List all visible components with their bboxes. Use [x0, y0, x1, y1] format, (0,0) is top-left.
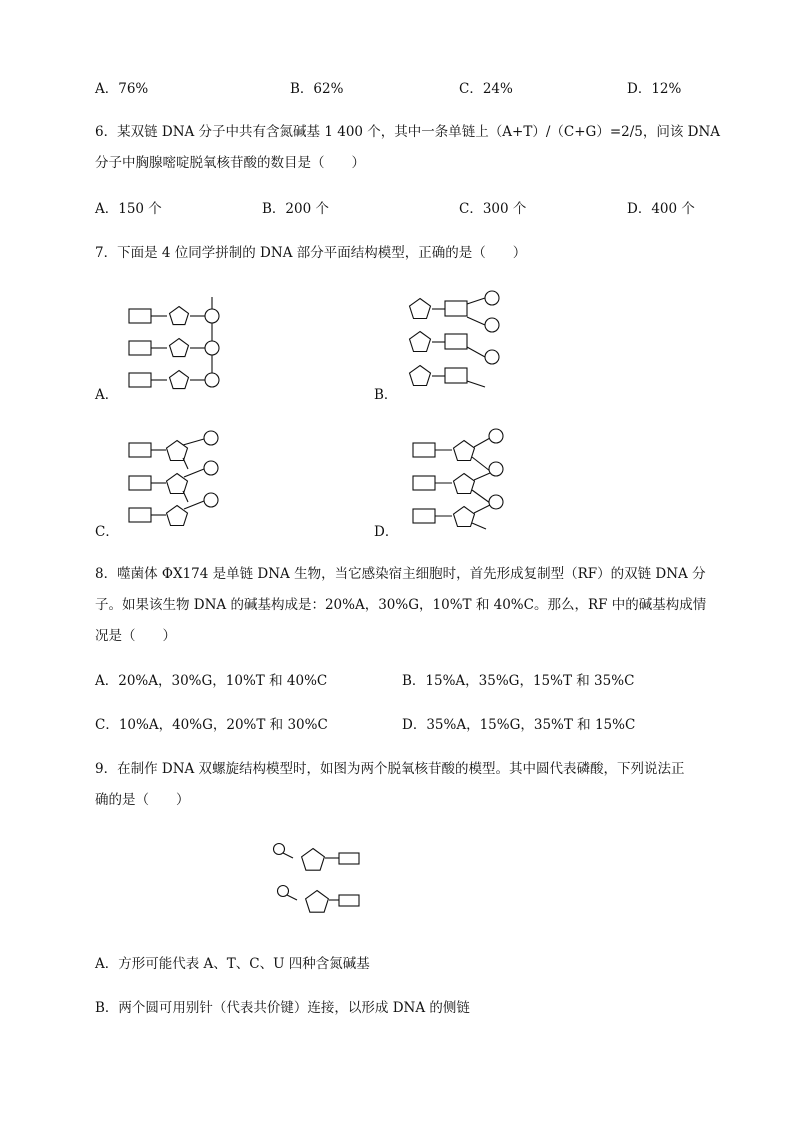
q5-option-b: B．62% — [290, 81, 344, 97]
q8-option-b: B．15%A，35%G，15%T 和 35%C — [402, 673, 635, 689]
dna-model-c-figure — [120, 427, 230, 532]
q9-option-b: B．两个圆可用别针（代表共价键）连接，以形成 DNA 的侧链 — [95, 1000, 470, 1016]
q5-option-d: D．12% — [627, 81, 682, 97]
q5-option-a: A．76% — [95, 81, 149, 97]
dna-model-a-figure — [120, 292, 230, 392]
q9-option-a: A．方形可能代表 A、T、C、U 四种含氮碱基 — [95, 956, 370, 972]
q7-label-a: A． — [95, 387, 119, 403]
q6-stem-line1: 6．某双链 DNA 分子中共有含氮碱基 1 400 个，其中一条单链上（A+T）/（C+G）=2/5，问该 DNA — [95, 124, 721, 140]
nucleotide-models-figure — [270, 838, 370, 922]
q7-label-c: C． — [95, 524, 119, 540]
q7-stem: 7．下面是 4 位同学拼制的 DNA 部分平面结构模型，正确的是（ ） — [95, 245, 527, 261]
q6-option-a: A．150 个 — [95, 201, 162, 217]
q8-option-c: C．10%A，40%G，20%T 和 30%C — [95, 717, 328, 733]
q9-stem-line1: 9．在制作 DNA 双螺旋结构模型时，如图为两个脱氧核苷酸的模型。其中圆代表磷酸，下列说法正 — [95, 761, 685, 777]
q6-option-d: D．400 个 — [627, 201, 695, 217]
q6-option-c: C．300 个 — [459, 201, 527, 217]
q6-stem-line2: 分子中胸腺嘧啶脱氧核苷酸的数目是（ ） — [95, 155, 365, 171]
q8-stem-line1: 8．噬菌体 ΦX174 是单链 DNA 生物，当它感染宿主细胞时，首先形成复制型（RF）的双链 DNA 分 — [95, 566, 706, 582]
q7-label-d: D． — [374, 524, 399, 540]
q7-label-b: B． — [374, 387, 398, 403]
dna-model-d-figure — [408, 425, 518, 533]
q8-option-d: D．35%A，15%G，35%T 和 15%C — [402, 717, 636, 733]
q8-stem-line3: 况是（ ） — [95, 628, 176, 644]
q9-stem-line2: 确的是（ ） — [95, 792, 190, 808]
dna-model-b-figure — [400, 287, 510, 392]
q8-stem-line2: 子。如果该生物 DNA 的碱基构成是：20%A，30%G，10%T 和 40%C。那么，RF 中的碱基构成情 — [95, 597, 707, 613]
q6-option-b: B．200 个 — [262, 201, 329, 217]
q5-option-c: C．24% — [459, 81, 513, 97]
q8-option-a: A．20%A，30%G，10%T 和 40%C — [95, 673, 328, 689]
